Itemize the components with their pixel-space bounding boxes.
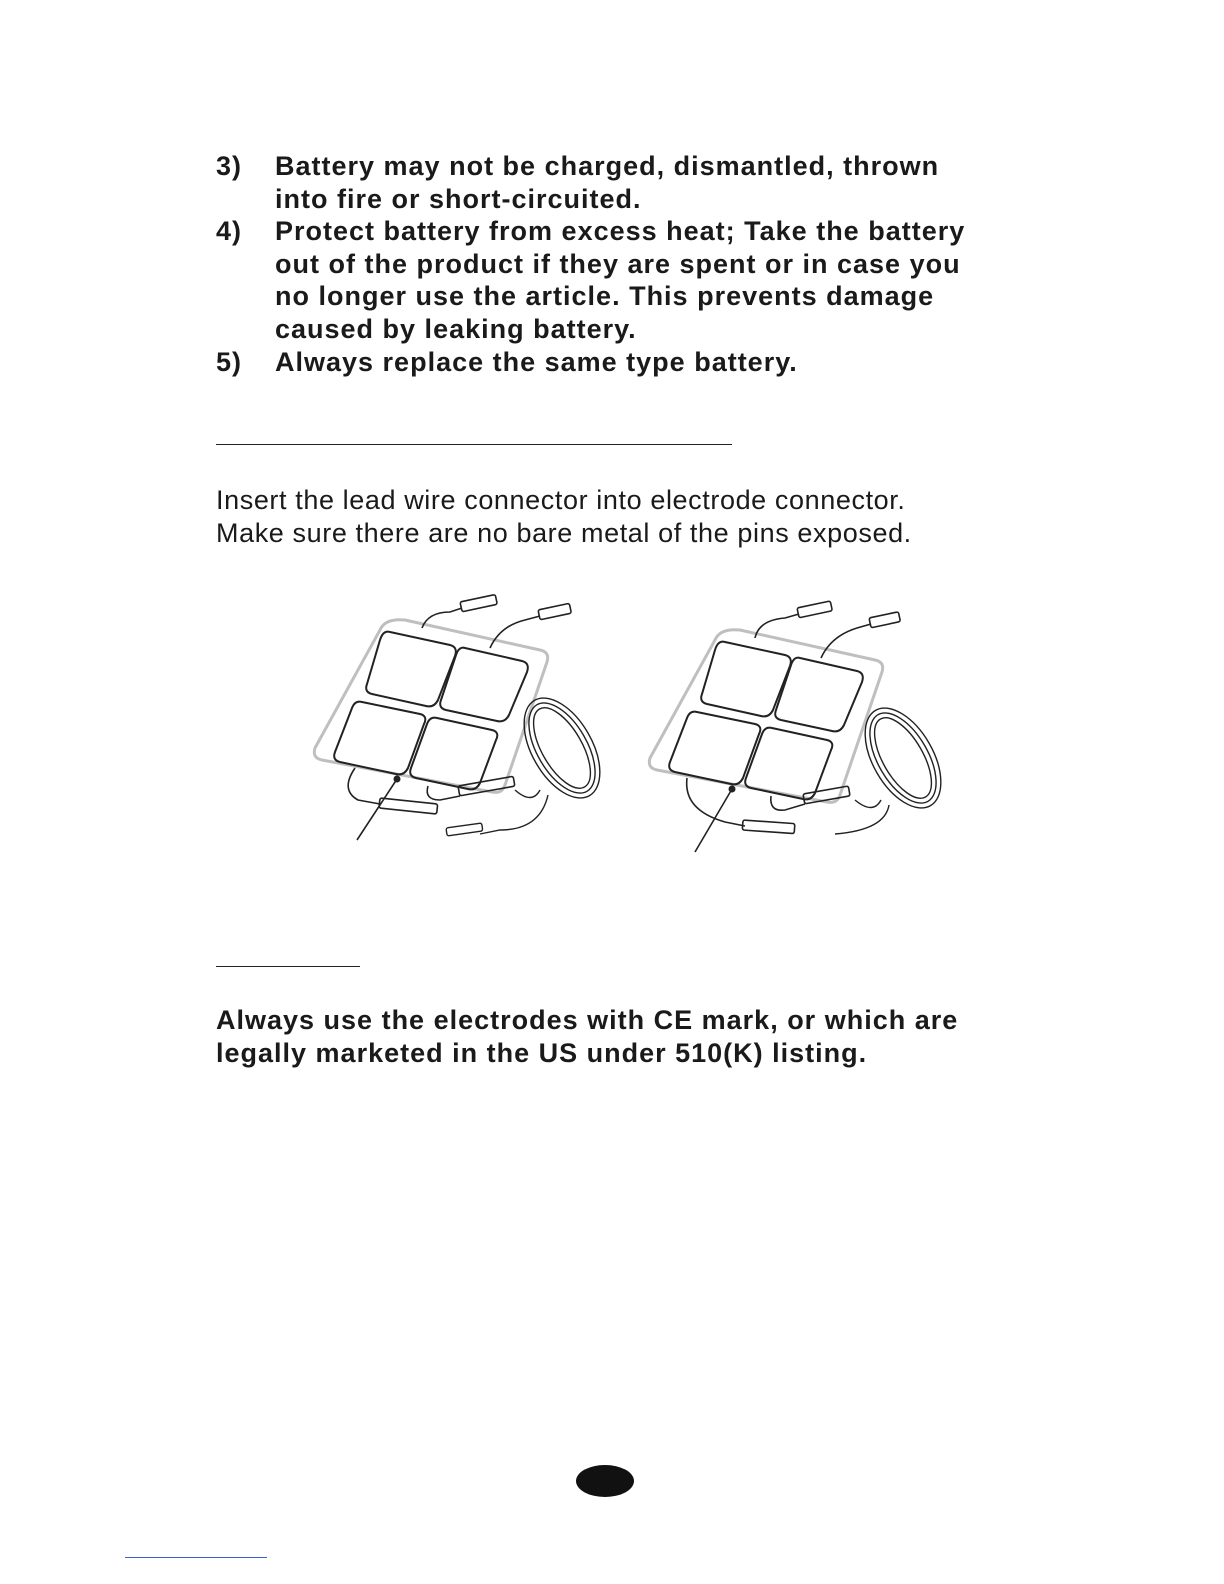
note-line: Always use the electrodes with CE mark, or which are	[216, 1005, 959, 1035]
coiled-cable	[509, 685, 616, 810]
section-heading-rule	[216, 966, 360, 967]
electrode-set-right	[649, 601, 956, 852]
lead-wire	[855, 800, 881, 808]
coiled-cable	[850, 695, 957, 820]
list-item-line: out of the product if they are spent or in case you	[275, 248, 961, 279]
electrode-set-left	[314, 595, 615, 840]
list-item	[216, 150, 1016, 215]
pin-connector	[797, 601, 832, 618]
list-item-line: no longer use the article. This prevents damage	[275, 281, 935, 312]
electrode-connection-figure	[300, 590, 960, 860]
list-item-number: 5)	[216, 346, 243, 377]
list-item	[216, 346, 1016, 379]
list-item-line: Battery may not be charged, dismantled, thrown	[275, 151, 940, 181]
pin-connector	[538, 603, 571, 619]
list-item	[216, 215, 1016, 345]
pointer-line	[695, 789, 732, 852]
section-heading-rule	[216, 444, 732, 445]
connection-instructions	[216, 484, 1036, 550]
instruction-line: Insert the lead wire connector into electrode connector.	[216, 485, 906, 515]
battery-precautions-list	[216, 150, 1016, 378]
list-item-line: caused by leaking battery.	[275, 313, 637, 344]
pin-connector	[742, 820, 795, 834]
pin-connector	[446, 823, 483, 836]
footer-link-underline	[125, 1557, 267, 1558]
electrode-compliance-note	[216, 1004, 1036, 1070]
list-item-number: 4)	[216, 216, 243, 247]
page-number-badge	[576, 1465, 634, 1497]
instruction-line: Make sure there are no bare metal of the pins exposed.	[216, 518, 912, 548]
list-item-number: 3)	[216, 151, 243, 181]
pin-connector	[460, 595, 497, 612]
lead-wire	[835, 805, 889, 834]
list-item-line: Always replace the same type battery.	[275, 346, 798, 377]
lead-wire	[348, 768, 380, 804]
lead-wire	[480, 795, 548, 834]
note-line: legally marketed in the US under 510(K) listing.	[216, 1038, 868, 1068]
pin-connector	[379, 798, 438, 814]
list-item-line: Protect battery from excess heat; Take the battery	[275, 216, 966, 247]
lead-wire	[427, 786, 460, 800]
list-item-line: into fire or short-circuited.	[275, 183, 642, 214]
lead-wire	[515, 790, 540, 798]
pin-connector	[869, 612, 900, 628]
